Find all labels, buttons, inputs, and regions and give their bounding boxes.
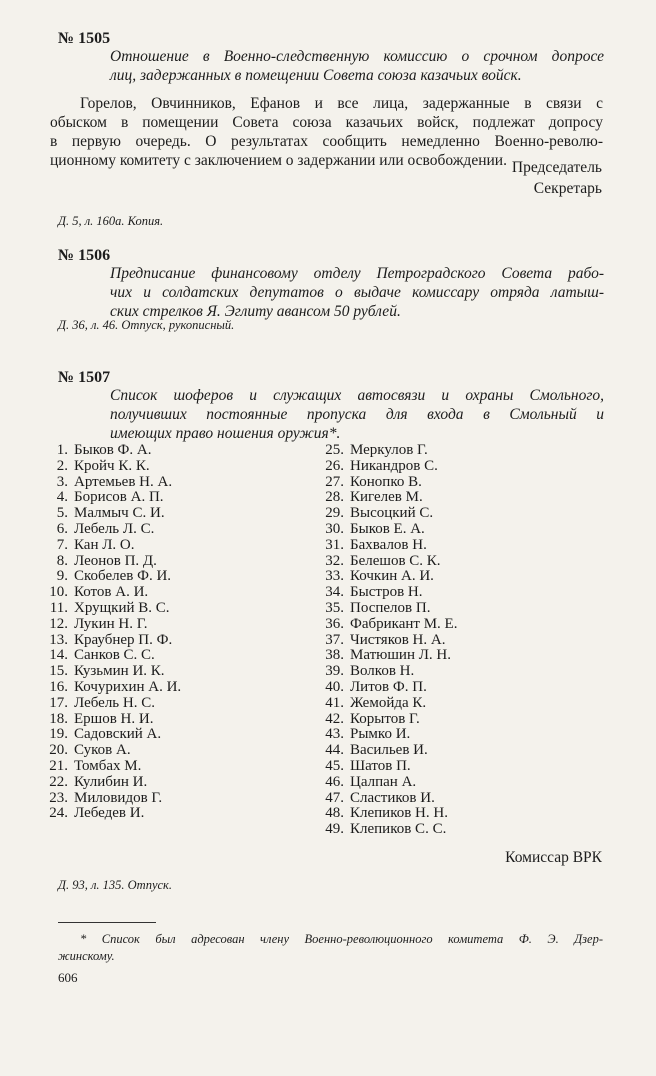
list-item: [42, 727, 302, 743]
list-item: [42, 806, 302, 822]
list-item-number: 8.: [56, 552, 68, 569]
list-item-number: 6.: [56, 520, 68, 537]
name-list-right: [318, 443, 598, 838]
list-item-number: 42.: [325, 710, 344, 727]
list-item: [42, 791, 302, 807]
doc-1505-body-line: ционному комитету с заключением о задержании или освобождении.: [50, 152, 507, 169]
list-item-number: 9.: [56, 568, 68, 585]
list-item: [318, 775, 598, 791]
list-item-name: Васильев И.: [350, 742, 428, 759]
list-item: [318, 759, 598, 775]
doc-1506-number: № 1506: [58, 247, 111, 264]
list-item: [318, 743, 598, 759]
list-item-number: 35.: [325, 599, 344, 616]
list-item-number: 19.: [49, 726, 68, 743]
list-item-name: Корытов Г.: [350, 710, 420, 727]
list-item-number: 31.: [325, 536, 344, 553]
doc-1505-signature-chairman: Председатель: [511, 159, 602, 176]
list-item-name: Краубнер П. Ф.: [74, 631, 173, 648]
page-number: 606: [58, 970, 78, 985]
list-item-name: Малмыч С. И.: [74, 505, 165, 522]
list-item-name: Чистяков Н. А.: [350, 631, 446, 648]
list-item-name: Клепиков С. С.: [350, 821, 447, 838]
list-item-name: Санков С. С.: [74, 647, 155, 664]
list-item-number: 28.: [325, 489, 344, 506]
list-item-number: 44.: [325, 742, 344, 759]
list-item-name: Лебель Л. С.: [74, 520, 155, 537]
list-item-number: 26.: [325, 457, 344, 474]
list-item: [42, 617, 302, 633]
list-item: [318, 791, 598, 807]
list-item: [42, 601, 302, 617]
list-item-number: 13.: [49, 631, 68, 648]
list-item: [42, 490, 302, 506]
list-item-name: Кигелев М.: [350, 489, 423, 506]
list-item-number: 33.: [325, 568, 344, 585]
list-item: [318, 506, 598, 522]
list-item: [318, 538, 598, 554]
list-item: [318, 490, 598, 506]
list-item: [318, 648, 598, 664]
list-item-number: 12.: [49, 615, 68, 632]
doc-1506-title-line: ских стрелков Я. Эглиту авансом 50 рублей.: [110, 303, 401, 320]
footnote-line: жинскому.: [58, 949, 115, 963]
list-item-number: 20.: [49, 742, 68, 759]
doc-1506-title: [110, 264, 604, 321]
list-item-name: Быков Е. А.: [350, 520, 425, 537]
list-item-number: 16.: [49, 678, 68, 695]
list-item: [42, 443, 302, 459]
list-item-number: 36.: [325, 615, 344, 632]
list-item: [42, 554, 302, 570]
list-item: [42, 538, 302, 554]
list-item: [318, 680, 598, 696]
list-item-name: Кочурихин А. И.: [74, 678, 182, 695]
list-item-number: 18.: [49, 710, 68, 727]
list-item-name: Садовский А.: [74, 726, 162, 743]
list-item: [42, 633, 302, 649]
list-item-number: 37.: [325, 631, 344, 648]
list-item-number: 43.: [325, 726, 344, 743]
list-item-number: 40.: [325, 678, 344, 695]
list-item-number: 29.: [325, 505, 344, 522]
list-item-name: Кройч К. К.: [74, 457, 150, 474]
list-item-number: 38.: [325, 647, 344, 664]
list-item: [42, 648, 302, 664]
list-item-number: 10.: [49, 584, 68, 601]
list-item: [42, 459, 302, 475]
doc-1505-title: [110, 47, 604, 85]
list-item: [42, 759, 302, 775]
list-item-name: Поспелов П.: [350, 599, 431, 616]
list-item-number: 17.: [49, 694, 68, 711]
list-item-name: Леонов П. Д.: [74, 552, 157, 569]
list-item-number: 30.: [325, 520, 344, 537]
footnote-divider: [58, 922, 156, 923]
doc-1505-body-line: обыском в помещении Совета союза казачьих войск, подлежат допросу: [50, 114, 603, 131]
list-item-number: 47.: [325, 789, 344, 806]
list-item: [42, 775, 302, 791]
list-item: [42, 506, 302, 522]
list-item: [42, 569, 302, 585]
list-item-number: 5.: [56, 505, 68, 522]
list-item: [318, 569, 598, 585]
list-item-number: 32.: [325, 552, 344, 569]
doc-1505-title-line: лиц, задержанных в помещении Совета союза казачьих войск.: [110, 67, 522, 84]
list-item-name: Никандров С.: [350, 457, 438, 474]
list-item-number: 15.: [49, 663, 68, 680]
list-item: [42, 743, 302, 759]
list-item: [42, 475, 302, 491]
doc-1506-title-line: чих и солдатских депутатов о выдаче комиссару отряда латыш-: [110, 284, 604, 301]
list-item-name: Лебель Н. С.: [74, 694, 155, 711]
doc-1507-title: [110, 386, 604, 443]
doc-1505-signature-secretary: Секретарь: [533, 180, 602, 197]
list-item: [42, 664, 302, 680]
doc-1506-title-line: Предписание финансовому отделу Петроградского Совета рабо-: [110, 265, 604, 282]
list-item-number: 27.: [325, 473, 344, 490]
list-item-name: Кан Л. О.: [74, 536, 135, 553]
list-item-number: 46.: [325, 773, 344, 790]
doc-1505-source: Д. 5, л. 160а. Копия.: [58, 214, 164, 228]
list-item-name: Скобелев Ф. И.: [74, 568, 172, 585]
list-item-name: Матюшин Л. Н.: [350, 647, 451, 664]
list-item-number: 41.: [325, 694, 344, 711]
list-item-name: Лукин Н. Г.: [74, 615, 148, 632]
list-item-number: 25.: [325, 442, 344, 458]
list-item-number: 48.: [325, 805, 344, 822]
list-item-number: 3.: [56, 473, 68, 490]
list-item-name: Быстров Н.: [350, 584, 423, 601]
list-item-name: Фабрикант М. Е.: [350, 615, 458, 632]
list-item: [318, 585, 598, 601]
list-item-number: 49.: [325, 821, 344, 838]
list-item-number: 2.: [56, 457, 68, 474]
list-item-name: Конопко В.: [350, 473, 422, 490]
list-item-name: Волков Н.: [350, 663, 415, 680]
footnote: [58, 931, 603, 965]
list-item-name: Кузьмин И. К.: [74, 663, 165, 680]
list-item-number: 14.: [49, 647, 68, 664]
list-item-number: 21.: [49, 757, 68, 774]
list-item-number: 34.: [325, 584, 344, 601]
list-item: [318, 712, 598, 728]
list-item: [318, 617, 598, 633]
list-item-name: Котов А. И.: [74, 584, 149, 601]
list-item-name: Жемойда К.: [350, 694, 427, 711]
list-item: [42, 696, 302, 712]
list-item-name: Рымко И.: [350, 726, 411, 743]
list-item-name: Белешов С. К.: [350, 552, 441, 569]
list-item-name: Хрущкий В. С.: [74, 599, 170, 616]
list-item: [42, 680, 302, 696]
list-item-number: 45.: [325, 757, 344, 774]
list-item-name: Миловидов Г.: [74, 789, 163, 806]
list-item: [318, 443, 598, 459]
list-item-number: 22.: [49, 773, 68, 790]
list-item-name: Суков А.: [74, 742, 131, 759]
doc-1505-title-line: Отношение в Военно-следственную комиссию о срочном допросе: [110, 48, 604, 65]
doc-1507-title-line: имеющих право ношения оружия*.: [110, 425, 341, 442]
doc-1507-title-line: Список шоферов и служащих автосвязи и охраны Смольного,: [110, 387, 604, 404]
list-item-name: Шатов П.: [350, 757, 411, 774]
name-list-left: [42, 443, 302, 822]
list-item-number: 24.: [49, 805, 68, 822]
list-item-name: Сластиков И.: [350, 789, 435, 806]
list-item-name: Бахвалов Н.: [350, 536, 427, 553]
list-item-name: Литов Ф. П.: [350, 678, 427, 695]
list-item: [42, 522, 302, 538]
doc-1506-source: Д. 36, л. 46. Отпуск, рукописный.: [58, 318, 235, 332]
list-item-name: Кочкин А. И.: [350, 568, 434, 585]
list-item: [318, 664, 598, 680]
list-item-name: Высоцкий С.: [350, 505, 434, 522]
doc-1507-source: Д. 93, л. 135. Отпуск.: [58, 878, 173, 892]
doc-1507-title-line: получивших постоянные пропуска для входа в Смольный и: [110, 406, 604, 423]
footnote-line: * Список был адресован члену Военно-революционного комитета Ф. Э. Дзер-: [80, 932, 603, 946]
list-item-name: Лебедев И.: [74, 805, 145, 822]
list-item: [42, 585, 302, 601]
list-item-number: 23.: [49, 789, 68, 806]
doc-1507-number: № 1507: [58, 369, 111, 386]
list-item-number: 1.: [56, 442, 68, 458]
doc-1505-body-line: в первую очередь. О результатах сообщить немедленно Военно-револю-: [50, 133, 603, 150]
list-item-number: 11.: [49, 599, 68, 616]
list-item: [318, 459, 598, 475]
list-item-name: Борисов А. П.: [74, 489, 164, 506]
list-item-name: Меркулов Г.: [350, 442, 428, 458]
list-item-name: Томбах М.: [74, 757, 142, 774]
list-item: [318, 554, 598, 570]
list-item: [318, 601, 598, 617]
list-item-name: Кулибин И.: [74, 773, 148, 790]
list-item-name: Ершов Н. И.: [74, 710, 154, 727]
list-item: [318, 822, 598, 838]
list-item-name: Клепиков Н. Н.: [350, 805, 448, 822]
list-item-number: 7.: [56, 536, 68, 553]
list-item: [318, 806, 598, 822]
list-item-name: Артемьев Н. А.: [74, 473, 173, 490]
list-item: [318, 727, 598, 743]
doc-1505-number: № 1505: [58, 30, 111, 47]
list-item-number: 39.: [325, 663, 344, 680]
doc-1507-signature-commissar: Комиссар ВРК: [505, 849, 602, 866]
list-item-name: Быков Ф. А.: [74, 442, 152, 458]
list-item: [318, 696, 598, 712]
list-item: [42, 712, 302, 728]
list-item-number: 4.: [56, 489, 68, 506]
list-item: [318, 522, 598, 538]
list-item: [318, 475, 598, 491]
list-item: [318, 633, 598, 649]
doc-1505-body-line: Горелов, Овчинников, Ефанов и все лица, задержанные в связи с: [80, 95, 603, 112]
list-item-name: Цалпан А.: [350, 773, 417, 790]
